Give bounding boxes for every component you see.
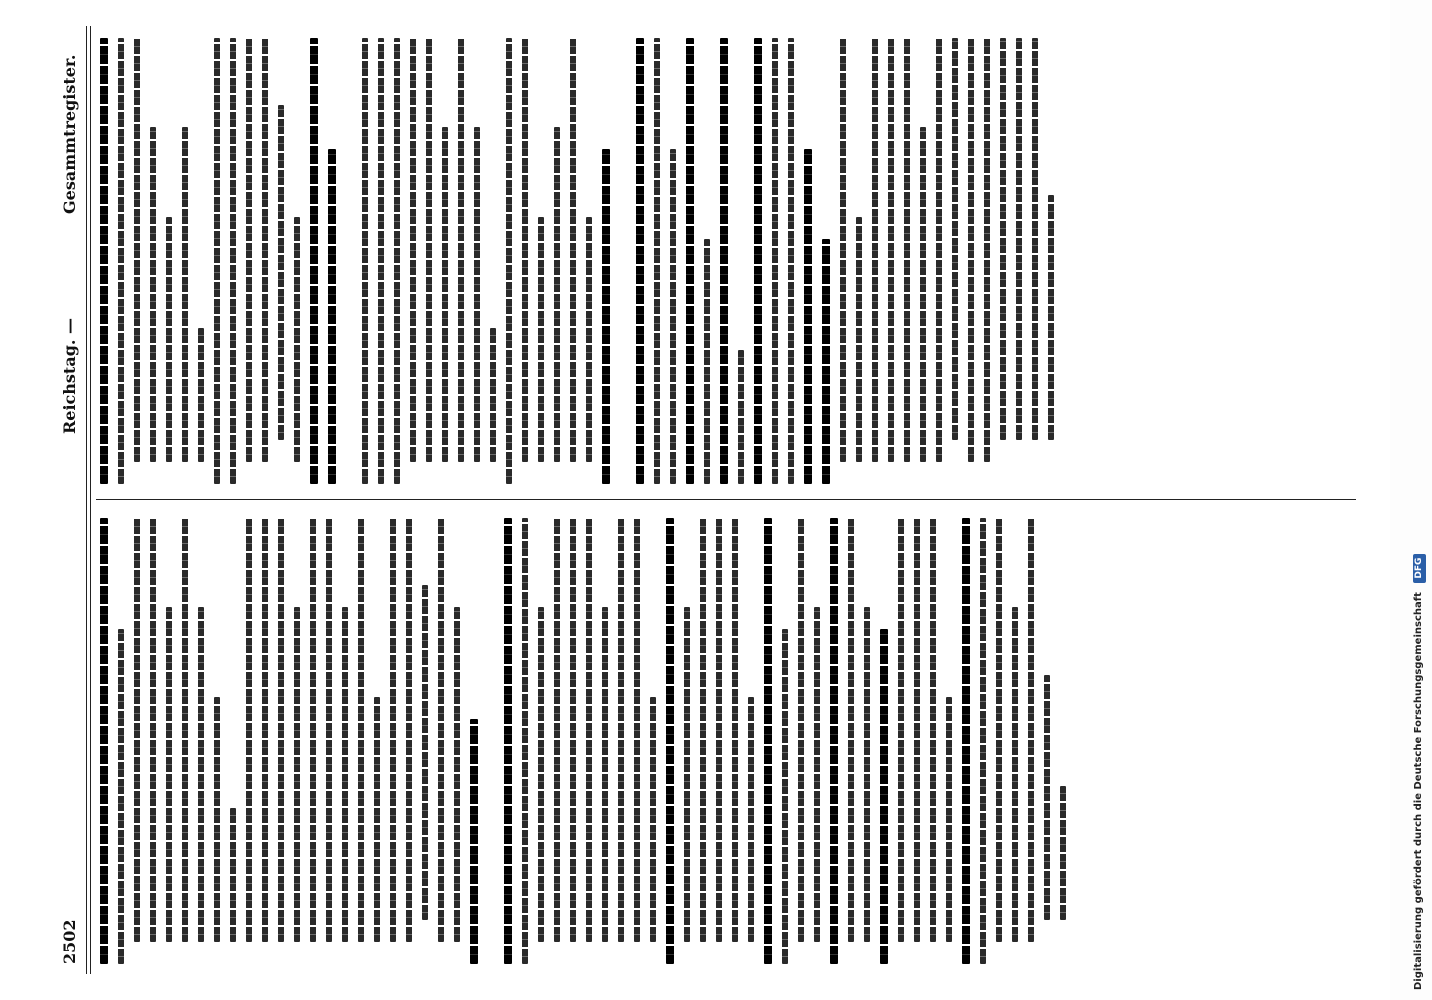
dfg-funding-notice xyxy=(1413,554,1426,990)
text-line xyxy=(554,128,560,463)
text-line xyxy=(996,518,1002,942)
text-line xyxy=(984,38,990,462)
text-line xyxy=(946,697,952,942)
text-line xyxy=(522,518,528,964)
section-separator xyxy=(488,518,492,964)
text-line xyxy=(538,608,544,943)
text-line xyxy=(454,608,460,943)
text-line xyxy=(1028,518,1034,942)
text-line xyxy=(182,518,188,942)
text-line xyxy=(704,239,710,484)
text-line xyxy=(166,608,172,943)
text-line xyxy=(278,106,284,441)
text-line xyxy=(602,608,608,943)
text-line xyxy=(390,518,396,942)
section-separator xyxy=(346,38,350,484)
text-line xyxy=(358,518,364,942)
text-line xyxy=(980,518,986,964)
text-line xyxy=(100,38,108,484)
text-line xyxy=(538,217,544,462)
text-line xyxy=(880,630,888,965)
text-line xyxy=(570,38,576,462)
section-separator xyxy=(620,38,624,484)
running-title-right: Gesammtregister. xyxy=(60,54,79,214)
text-line xyxy=(394,38,400,484)
text-line xyxy=(764,518,772,964)
text-line xyxy=(262,518,268,942)
text-line xyxy=(118,38,124,484)
text-line xyxy=(426,38,432,462)
text-line xyxy=(1000,38,1006,440)
text-line xyxy=(470,719,478,964)
text-line xyxy=(1016,38,1022,440)
text-line xyxy=(920,128,926,463)
text-line xyxy=(214,697,220,942)
text-line xyxy=(198,608,204,943)
text-line xyxy=(782,630,788,965)
text-line xyxy=(650,697,656,942)
header-rule-double xyxy=(90,26,91,974)
column-divider xyxy=(96,499,1356,500)
text-line xyxy=(310,38,318,484)
text-line xyxy=(952,38,958,440)
text-line xyxy=(118,630,124,965)
text-line xyxy=(522,38,528,462)
text-line xyxy=(1032,38,1038,440)
text-line xyxy=(586,217,592,462)
text-line xyxy=(1044,675,1050,920)
text-line xyxy=(374,697,380,942)
text-line xyxy=(506,38,512,484)
text-line xyxy=(570,518,576,942)
left-column xyxy=(100,518,1076,964)
text-line xyxy=(772,38,778,484)
text-line xyxy=(864,608,870,943)
text-line xyxy=(898,518,904,942)
text-line xyxy=(804,150,812,485)
dfg-logo-icon: DFG xyxy=(1413,554,1426,583)
text-line xyxy=(872,38,878,462)
text-line xyxy=(150,518,156,942)
rotated-register-page xyxy=(60,26,1370,974)
text-line xyxy=(1048,195,1054,440)
text-line xyxy=(198,328,204,462)
text-line xyxy=(602,150,610,485)
text-line xyxy=(666,518,674,964)
text-line xyxy=(458,38,464,462)
text-line xyxy=(554,518,560,942)
text-line xyxy=(654,38,660,484)
text-line xyxy=(848,518,854,942)
text-line xyxy=(856,217,862,462)
text-line xyxy=(754,38,762,484)
text-line xyxy=(830,518,838,964)
text-line xyxy=(720,38,728,484)
text-line xyxy=(700,518,706,942)
running-title: Reichstag. — xyxy=(60,317,79,434)
text-line xyxy=(100,518,108,964)
text-line xyxy=(504,518,512,964)
text-line xyxy=(748,697,754,942)
text-line xyxy=(788,38,794,484)
text-line xyxy=(214,38,220,484)
header-rule xyxy=(86,26,87,974)
text-line xyxy=(294,608,300,943)
text-line xyxy=(134,518,140,942)
text-line xyxy=(246,38,252,462)
text-line xyxy=(670,150,676,485)
text-line xyxy=(326,518,332,942)
text-line xyxy=(716,518,722,942)
text-line xyxy=(362,38,368,484)
text-line xyxy=(490,328,496,462)
text-line xyxy=(262,38,268,462)
text-line xyxy=(930,518,936,942)
text-line xyxy=(410,38,416,462)
text-line xyxy=(182,128,188,463)
text-line xyxy=(904,38,910,462)
text-line xyxy=(442,128,448,463)
text-line xyxy=(166,217,172,462)
dfg-notice-text: Digitalisierung gefördert durch die Deutsche Forschungsgemeinschaft xyxy=(1413,592,1424,990)
text-line xyxy=(1012,608,1018,943)
text-line xyxy=(962,518,970,964)
text-line xyxy=(278,518,284,942)
text-line xyxy=(732,518,738,942)
text-line xyxy=(438,518,444,942)
text-line xyxy=(328,150,336,485)
text-line xyxy=(888,38,894,462)
text-line xyxy=(814,608,820,943)
text-line xyxy=(1060,786,1066,920)
text-line xyxy=(230,808,236,942)
text-line xyxy=(134,38,140,462)
text-line xyxy=(342,608,348,943)
text-line xyxy=(968,38,974,462)
text-line xyxy=(798,518,804,942)
text-line xyxy=(246,518,252,942)
text-line xyxy=(636,38,644,484)
text-line xyxy=(586,518,592,942)
text-line xyxy=(618,518,624,942)
text-line xyxy=(474,128,480,463)
page-number: 2502 xyxy=(60,919,79,964)
right-column xyxy=(100,38,1064,484)
text-line xyxy=(310,518,316,942)
text-line xyxy=(822,239,830,484)
text-line xyxy=(936,38,942,462)
text-line xyxy=(634,518,640,942)
text-line xyxy=(150,128,156,463)
text-line xyxy=(684,608,690,943)
text-line xyxy=(406,518,412,942)
text-line xyxy=(686,38,694,484)
text-line xyxy=(738,350,744,484)
text-line xyxy=(378,38,384,484)
text-line xyxy=(422,586,428,921)
text-line xyxy=(230,38,236,484)
text-line xyxy=(840,38,846,462)
text-line xyxy=(914,518,920,942)
text-line xyxy=(294,217,300,462)
